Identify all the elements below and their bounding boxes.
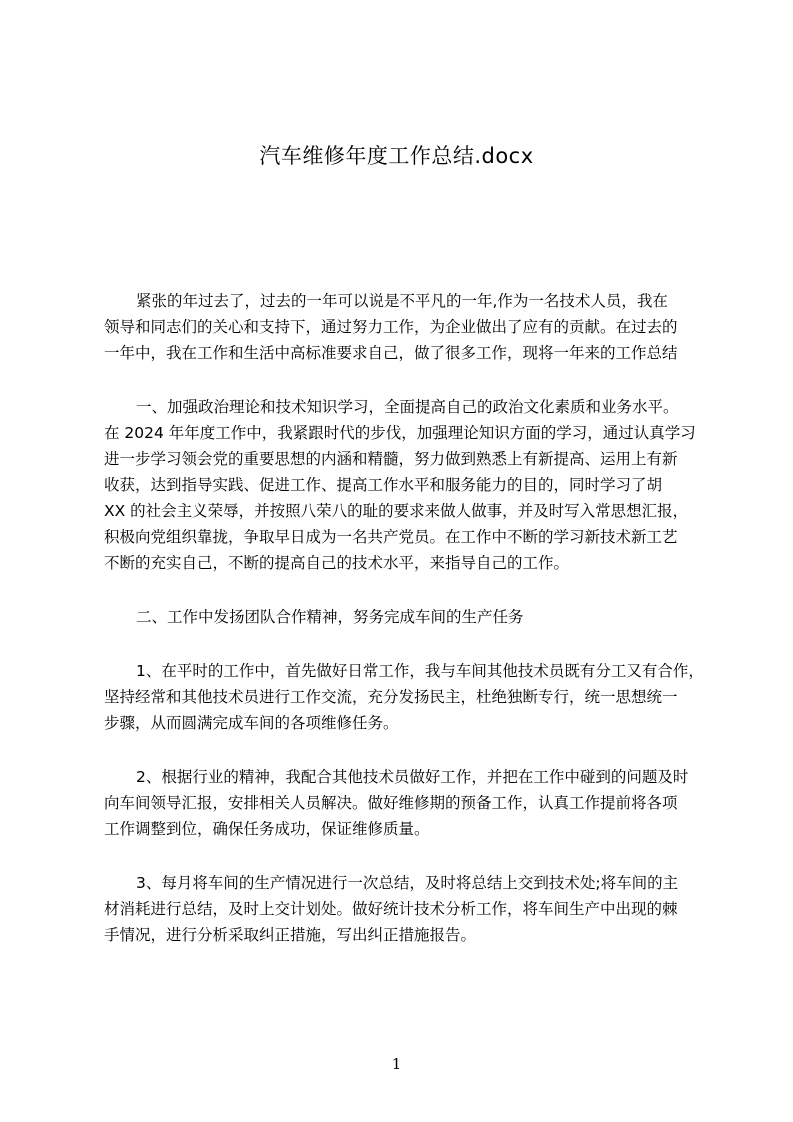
paragraph-5-line-1: 3、每月将车间的生产情况进行一次总结，及时将总结上交到技术处;将车间的主 xyxy=(136,874,679,892)
paragraph-5-line-2: 材消耗进行总结，及时上交计划处。做好统计技术分析工作，将车间生产中出现的棘 xyxy=(104,900,678,918)
paragraph-2-line-5: XX 的社会主义荣辱，并按照八荣八的耻的要求来做人做事，并及时写入常思想汇报， xyxy=(104,502,689,520)
paragraph-2-line-7: 不断的充实自己，不断的提高自己的技术水平，来指导自己的工作。 xyxy=(104,554,570,572)
document-title: 汽车维修年度工作总结.docx xyxy=(259,144,534,168)
paragraph-4-line-3: 工作调整到位，确保任务成功，保证维修质量。 xyxy=(104,820,430,838)
paragraph-3-line-2: 坚持经常和其他技术员进行工作交流，充分发扬民主，杜绝独断专行，统一思想统一 xyxy=(104,688,678,706)
paragraph-1-line-2: 领导和同志们的关心和支持下，通过努力工作，为企业做出了应有的贡献。在过去的 xyxy=(104,318,678,336)
paragraph-2-line-2: 在 2024 年年度工作中，我紧跟时代的步伐，加强理论知识方面的学习，通过认真学习 xyxy=(104,424,696,442)
paragraph-5-line-3: 手情况，进行分析采取纠正措施，写出纠正措施报告。 xyxy=(104,926,477,944)
paragraph-2-line-3: 进一步学习领会党的重要思想的内涵和精髓，努力做到熟悉上有新提高、运用上有新 xyxy=(104,450,678,468)
paragraph-2-line-6: 积极向党组织靠拢，争取早日成为一名共产党员。在工作中不断的学习新技术新工艺 xyxy=(104,528,678,546)
paragraph-1-line-1: 紧张的年过去了，过去的一年可以说是不平凡的一年,作为一名技术人员，我在 xyxy=(136,292,668,310)
section-heading-2: 二、工作中发扬团队合作精神，努务完成车间的生产任务 xyxy=(136,608,524,626)
paragraph-1-line-3: 一年中，我在工作和生活中高标准要求自己，做了很多工作，现将一年来的工作总结 xyxy=(104,344,678,362)
paragraph-3-line-3: 步骤，从而圆满完成车间的各项维修任务。 xyxy=(104,714,399,732)
page-number: 1 xyxy=(391,1055,402,1073)
paragraph-3-line-1: 1、在平时的工作中，首先做好日常工作，我与车间其他技术员既有分工又有合作， xyxy=(136,662,704,680)
paragraph-2-line-4: 收获，达到指导实践、促进工作、提高工作水平和服务能力的目的，同时学习了胡 xyxy=(104,476,663,494)
paragraph-4-line-1: 2、根据行业的精神，我配合其他技术员做好工作，并把在工作中碰到的问题及时 xyxy=(136,768,689,786)
paragraph-4-line-2: 向车间领导汇报，安排相关人员解决。做好维修期的预备工作，认真工作提前将各项 xyxy=(104,794,678,812)
paragraph-2-line-1: 一、加强政治理论和技术知识学习，全面提高自己的政治文化素质和业务水平。 xyxy=(136,398,679,416)
